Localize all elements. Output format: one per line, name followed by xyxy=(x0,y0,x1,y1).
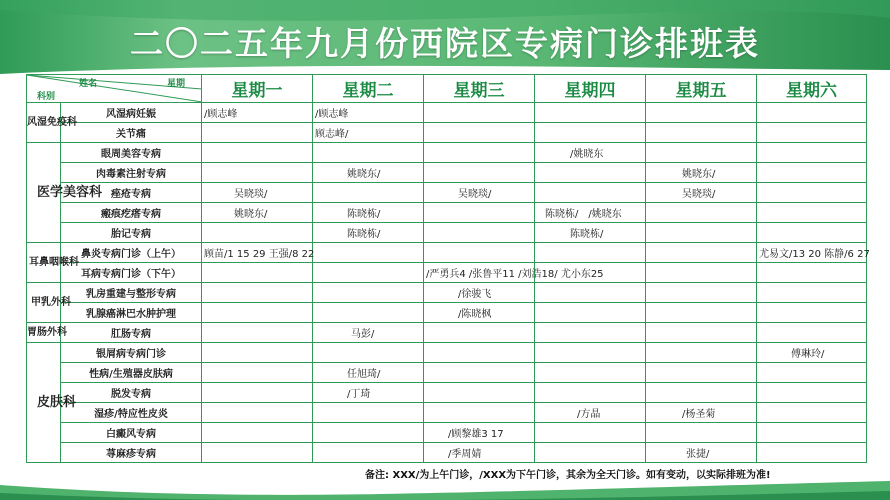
table-row xyxy=(27,263,867,283)
schedule-cell: 吴晓琰/ xyxy=(424,183,535,203)
specialty-label: 肉毒素注射专病 xyxy=(61,163,202,183)
specialty-label: 鼻炎专病门诊（上午） xyxy=(61,243,202,263)
specialty-label: 风湿病妊娠 xyxy=(61,103,202,123)
schedule-cell xyxy=(646,343,757,363)
schedule-cell xyxy=(535,163,646,183)
schedule-cell xyxy=(757,263,867,283)
table-row xyxy=(27,363,867,383)
schedule-cell xyxy=(202,363,313,383)
schedule-cell xyxy=(424,143,535,163)
schedule-cell xyxy=(535,123,646,143)
table-row xyxy=(27,243,867,263)
schedule-cell xyxy=(646,283,757,303)
schedule-cell xyxy=(535,243,646,263)
table-row xyxy=(27,123,867,143)
specialty-label: 脱发专病 xyxy=(61,383,202,403)
table-row xyxy=(27,383,867,403)
schedule-cell xyxy=(313,303,424,323)
schedule-cell xyxy=(313,443,424,463)
specialty-label: 眼周美容专病 xyxy=(61,143,202,163)
schedule-cell xyxy=(424,123,535,143)
category-thyroid: 甲乳外科 xyxy=(27,283,61,323)
category-derm-med: 医学美容科 xyxy=(27,143,61,243)
schedule-cell xyxy=(313,263,424,283)
corner-name-label: 姓名 xyxy=(79,79,98,89)
schedule-cell xyxy=(202,383,313,403)
schedule-cell: /顾志峰 xyxy=(313,103,424,123)
schedule-cell: 顾志峰/ xyxy=(313,123,424,143)
table-row xyxy=(27,323,867,343)
specialty-label: 湿疹/特应性皮炎 xyxy=(61,403,202,423)
schedule-cell: 陈晓栋/ xyxy=(313,203,424,223)
schedule-cell xyxy=(535,283,646,303)
specialty-label: 乳腺癌淋巴水肿护理 xyxy=(61,303,202,323)
schedule-table xyxy=(26,74,870,463)
category-ent: 耳鼻咽喉科 xyxy=(27,243,61,283)
schedule-cell xyxy=(757,103,867,123)
day-header-wed: 星期三 xyxy=(424,75,535,103)
schedule-cell xyxy=(757,223,867,243)
schedule-cell xyxy=(646,383,757,403)
schedule-cell: /顾黎雄3 17 xyxy=(424,423,535,443)
schedule-cell xyxy=(535,183,646,203)
schedule-cell: /顾志峰 xyxy=(202,103,313,123)
schedule-cell xyxy=(646,103,757,123)
schedule-cell: 姚晓东/ xyxy=(646,163,757,183)
table-row xyxy=(27,223,867,243)
specialty-label: 肛肠专病 xyxy=(61,323,202,343)
schedule-cell xyxy=(202,283,313,303)
schedule-cell xyxy=(757,203,867,223)
schedule-cell xyxy=(757,383,867,403)
schedule-cell xyxy=(202,143,313,163)
schedule-cell: /季周婧 xyxy=(424,443,535,463)
day-header-fri: 星期五 xyxy=(646,75,757,103)
schedule-cell xyxy=(757,143,867,163)
schedule-cell xyxy=(646,223,757,243)
schedule-cell xyxy=(757,123,867,143)
schedule-cell: 任旭琦/ xyxy=(313,363,424,383)
header-banner xyxy=(0,0,890,74)
category-rheum: 风湿免疫科 xyxy=(27,103,61,143)
schedule-cell xyxy=(646,423,757,443)
table-row xyxy=(27,283,867,303)
table-row xyxy=(27,343,867,363)
schedule-cell: /方晶 xyxy=(535,403,646,423)
schedule-cell xyxy=(424,103,535,123)
schedule-cell: 尤易文/13 20 陈静/6 27 xyxy=(757,243,867,263)
table-row xyxy=(27,303,867,323)
corner-weekday-label: 星期 xyxy=(167,79,186,89)
schedule-cell xyxy=(646,123,757,143)
schedule-cell xyxy=(535,363,646,383)
table-row xyxy=(27,443,867,463)
schedule-cell xyxy=(757,303,867,323)
schedule-cell xyxy=(202,423,313,443)
header-row xyxy=(27,75,867,103)
schedule-cell xyxy=(202,343,313,363)
schedule-cell xyxy=(535,323,646,343)
schedule-cell: /姚晓东 xyxy=(535,143,646,163)
schedule-cell xyxy=(646,203,757,223)
schedule-cell xyxy=(646,323,757,343)
day-header-thu: 星期四 xyxy=(535,75,646,103)
schedule-cell: 陈晓栋/ /姚晓东 xyxy=(535,203,646,223)
specialty-label: 胎记专病 xyxy=(61,223,202,243)
schedule-cell xyxy=(202,303,313,323)
schedule-cell xyxy=(202,443,313,463)
schedule-cell: 陈晓栋/ xyxy=(313,223,424,243)
schedule-cell xyxy=(646,303,757,323)
schedule-cell xyxy=(646,263,757,283)
corner-cell xyxy=(27,75,202,103)
table-row xyxy=(27,103,867,123)
schedule-cell xyxy=(757,423,867,443)
schedule-cell: 姚晓东/ xyxy=(202,203,313,223)
schedule-cell: /严勇兵4 /张鲁平11 /刘浩18/ 尤小东25 xyxy=(424,263,535,283)
schedule-cell xyxy=(535,443,646,463)
schedule-cell xyxy=(202,123,313,143)
schedule-cell xyxy=(202,263,313,283)
table-row xyxy=(27,183,867,203)
schedule-cell: 吴晓琰/ xyxy=(646,183,757,203)
specialty-label: 银屑病专病门诊 xyxy=(61,343,202,363)
schedule-cell xyxy=(757,183,867,203)
schedule-cell: /徐骏飞 xyxy=(424,283,535,303)
schedule-cell xyxy=(424,343,535,363)
footnote: 备注: XXX/为上午门诊，/XXX为下午门诊，其余为全天门诊。如有变动，以实际排班为准! xyxy=(365,470,771,481)
schedule-cell xyxy=(757,163,867,183)
table-row xyxy=(27,423,867,443)
table-row xyxy=(27,143,867,163)
schedule-cell xyxy=(535,103,646,123)
schedule-cell xyxy=(313,183,424,203)
schedule-cell xyxy=(313,283,424,303)
schedule-cell xyxy=(646,143,757,163)
schedule-cell xyxy=(757,363,867,383)
schedule-cell xyxy=(202,403,313,423)
schedule-cell xyxy=(646,243,757,263)
schedule-cell xyxy=(424,243,535,263)
table-row xyxy=(27,163,867,183)
schedule-cell xyxy=(757,403,867,423)
schedule-cell xyxy=(424,363,535,383)
specialty-label: 关节痛 xyxy=(61,123,202,143)
category-skin: 皮肤科 xyxy=(27,343,61,463)
schedule-cell xyxy=(202,223,313,243)
schedule-cell xyxy=(757,323,867,343)
schedule-cell xyxy=(424,403,535,423)
schedule-cell xyxy=(757,283,867,303)
specialty-label: 性病/生殖器皮肤病 xyxy=(61,363,202,383)
category-gi: 胃肠外科 xyxy=(27,323,61,343)
schedule-cell: /杨圣菊 xyxy=(646,403,757,423)
specialty-label: 痤疮专病 xyxy=(61,183,202,203)
page-title: 二〇二五年九月份西院区专病门诊排班表 xyxy=(130,24,760,63)
schedule-cell xyxy=(313,423,424,443)
schedule-cell xyxy=(535,383,646,403)
schedule-cell: 顾苗/1 15 29 王强/8 22 xyxy=(202,243,313,263)
specialty-label: 瘢痕疙瘩专病 xyxy=(61,203,202,223)
schedule-cell xyxy=(202,163,313,183)
day-header-tue: 星期二 xyxy=(313,75,424,103)
schedule-cell: /丁琦 xyxy=(313,383,424,403)
specialty-label: 荨麻疹专病 xyxy=(61,443,202,463)
schedule-cell: 傅琳玲/ xyxy=(757,343,867,363)
schedule-cell: 马彭/ xyxy=(313,323,424,343)
schedule-cell xyxy=(424,203,535,223)
day-header-mon: 星期一 xyxy=(202,75,313,103)
schedule-cell xyxy=(535,423,646,443)
table-row xyxy=(27,203,867,223)
schedule-cell xyxy=(313,143,424,163)
schedule-cell xyxy=(202,323,313,343)
schedule-cell xyxy=(535,303,646,323)
schedule-cell xyxy=(424,163,535,183)
schedule-cell xyxy=(313,343,424,363)
schedule-cell xyxy=(424,323,535,343)
schedule-cell: /陈晓枫 xyxy=(424,303,535,323)
left-margin xyxy=(0,74,26,464)
specialty-label: 耳病专病门诊（下午） xyxy=(61,263,202,283)
corner-dept-label: 科别 xyxy=(37,92,56,102)
schedule-cell xyxy=(757,443,867,463)
schedule-cell xyxy=(313,403,424,423)
schedule-cell: 张捷/ xyxy=(646,443,757,463)
schedule-cell xyxy=(313,243,424,263)
schedule-cell: 陈晓栋/ xyxy=(535,223,646,243)
schedule-cell xyxy=(535,343,646,363)
day-header-sat: 星期六 xyxy=(757,75,867,103)
schedule-cell xyxy=(646,363,757,383)
table-row xyxy=(27,403,867,423)
schedule-cell: 姚晓东/ xyxy=(313,163,424,183)
schedule-cell xyxy=(424,383,535,403)
schedule-cell xyxy=(424,223,535,243)
schedule-cell: 吴晓琰/ xyxy=(202,183,313,203)
specialty-label: 乳房重建与整形专病 xyxy=(61,283,202,303)
specialty-label: 白癜风专病 xyxy=(61,423,202,443)
